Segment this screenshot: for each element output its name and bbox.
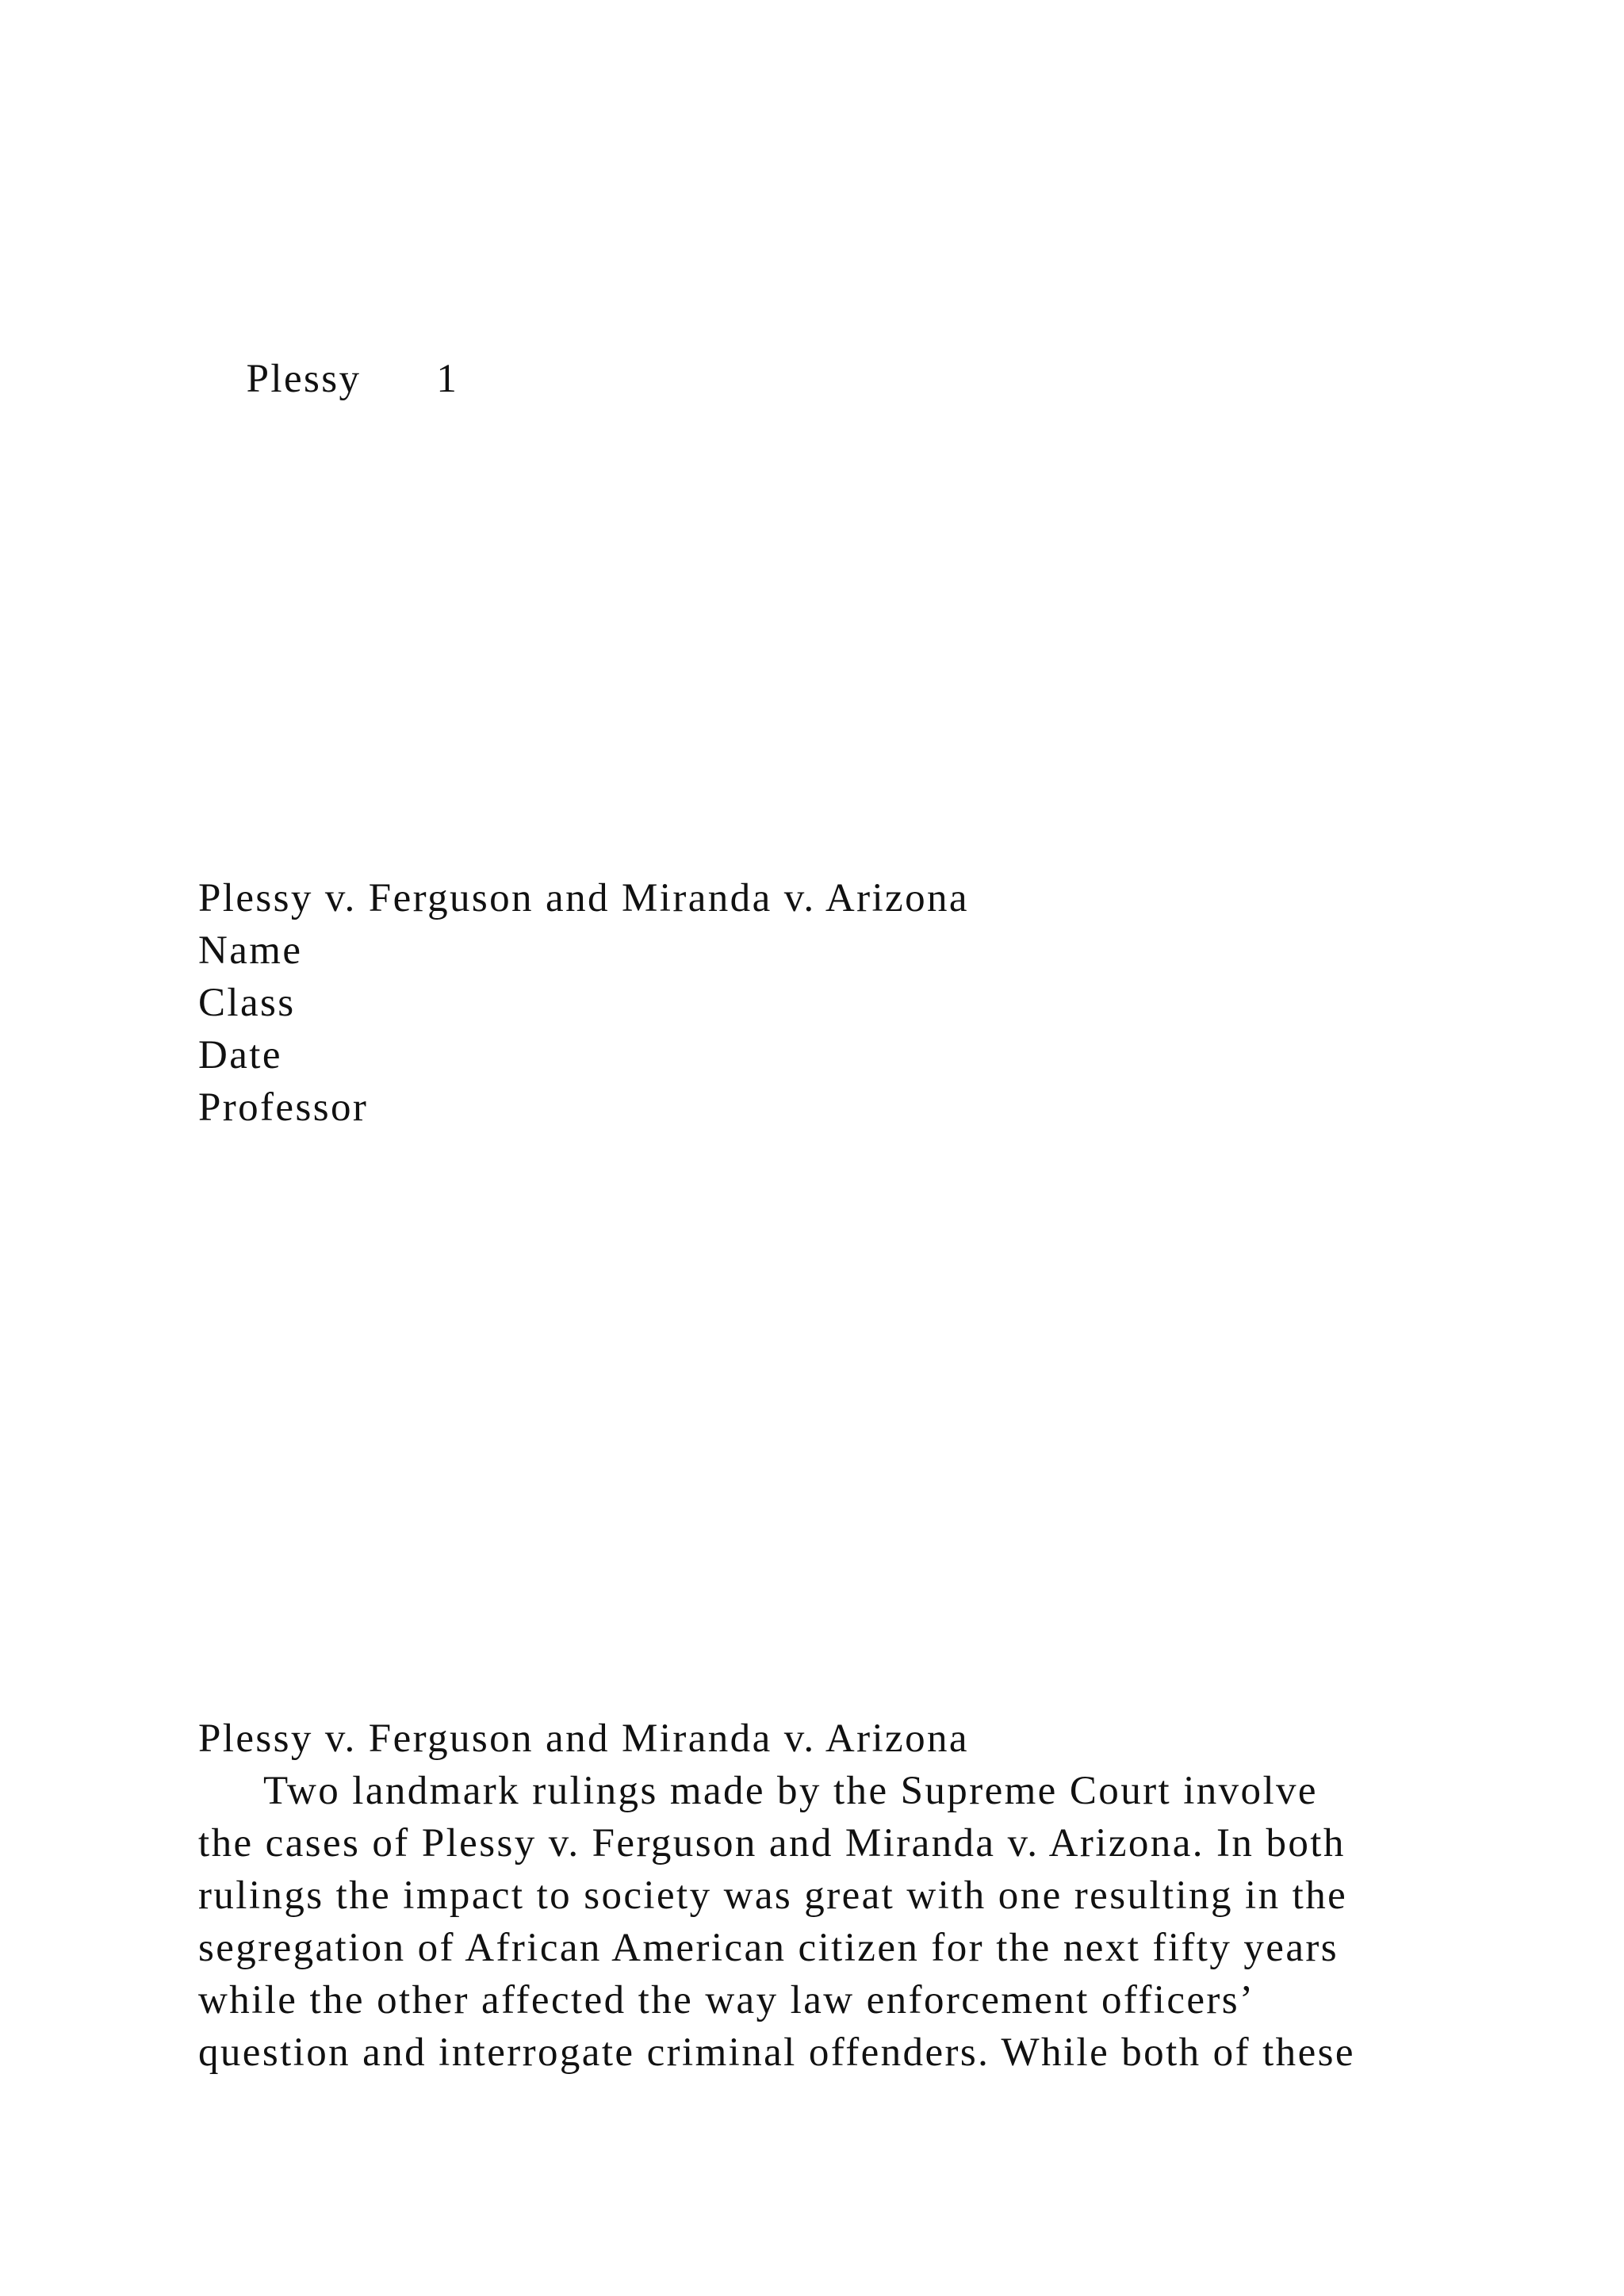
paragraph-line: segregation of African American citizen for the next fifty years (198, 1926, 1339, 1970)
author-name: Name (198, 928, 303, 973)
paragraph-line: while the other affected the way law enforcement officers’ (198, 1978, 1255, 2022)
body-section (198, 1712, 1435, 2079)
paper-title: Plessy v. Ferguson and Miranda v. Arizona (198, 876, 969, 920)
running-head-text: Plessy (246, 357, 362, 401)
class-name: Class (198, 981, 296, 1025)
paragraph-line: the cases of Plessy v. Ferguson and Miranda v. Arizona. In both (198, 1821, 1346, 1866)
page-number: 1 (436, 357, 459, 401)
paragraph-line-text: Two landmark rulings made by the Supreme Court involve (263, 1769, 1318, 1813)
paragraph-line: rulings the impact to society was great with one resulting in the (198, 1873, 1348, 1918)
date-line: Date (198, 1033, 282, 1077)
body-heading: Plessy v. Ferguson and Miranda v. Arizona (198, 1716, 969, 1761)
paragraph-line (198, 1765, 1435, 1817)
professor-line: Professor (198, 1085, 369, 1130)
paragraph-line: question and interrogate criminal offenders. While both of these (198, 2030, 1355, 2075)
title-page-block (198, 872, 969, 1134)
running-header (198, 300, 458, 457)
